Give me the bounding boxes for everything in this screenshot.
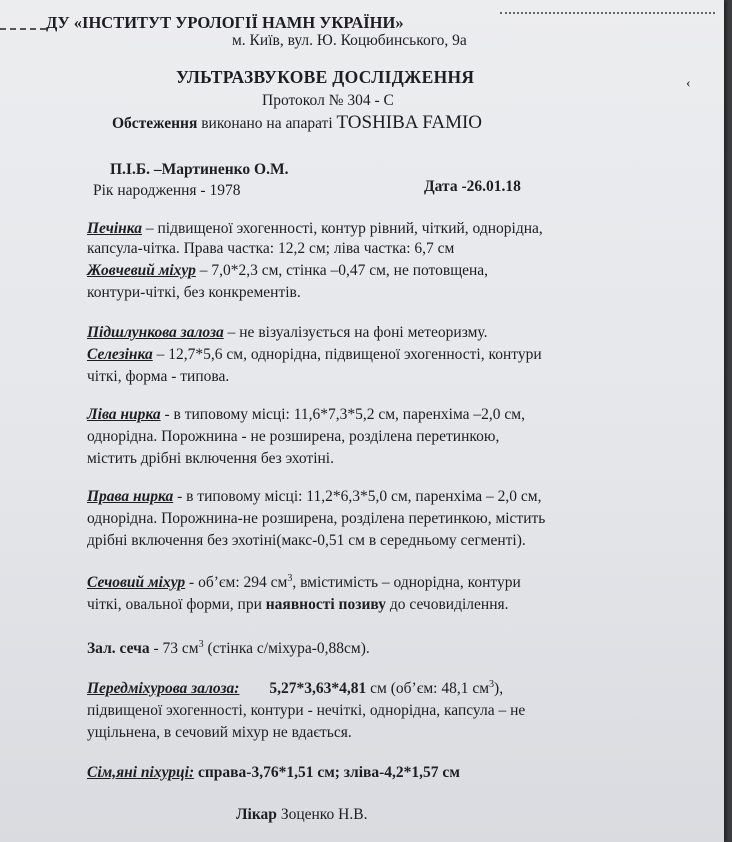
bladder-line-2 [87,596,509,614]
patient-name-line [110,161,288,179]
left-kidney-line-3: містить дрібні включення без эхотіні. [87,450,334,467]
bladder-text-2a: чіткі, овальної форми, при [87,596,266,613]
equipment-line [112,114,482,133]
liver-line-1 [87,220,543,238]
prostate-line-3: ущільнена, в сечовий міхур не вдається. [87,724,352,741]
equipment-text: виконано на апараті [197,115,337,132]
liver-label: Печінка [87,220,142,237]
decorative-dashes-right [500,12,715,14]
prostate-label: Передміхурова залоза: [87,680,240,697]
right-kidney-text-1: - в типовому місці: 11,2*6,3*5,0 см, паренхіма – 2,0 см, [173,488,542,505]
patient-name-label: П.І.Б. [110,161,154,178]
prostate-sup: 3 [489,678,495,690]
protocol-number: Протокол № 304 - С [262,92,394,109]
prostate-line-1 [87,680,503,698]
left-kidney-line-1 [87,406,525,424]
prostate-line-2: підвищеної эхогенності, контури - нечіткі, однорідна, капсула – не [87,702,526,719]
pancreas-text-1: – не візуалізується на фоні метеоризму. [223,324,488,341]
gallbladder-line-1 [87,262,488,280]
exam-date: Дата -26.01.18 [424,178,521,195]
gallbladder-text-1: – 7,0*2,3 см, стінка –0,47 см, не потовщена, [195,262,489,279]
patient-birth-year: Рік народження - 1978 [93,182,241,199]
liver-line-2: капсула-чітка. Права частка: 12,2 см; ліва частка: 6,7 см [87,240,455,257]
bladder-label: Сечовий міхур [87,574,186,591]
seminal-line [87,764,460,782]
residual-line [87,640,370,658]
residual-text: (стінка с/міхура-0,88см). [203,640,370,657]
institute-address: м. Київ, вул. Ю. Коцюбинського, 9а [232,32,467,49]
doctor-label: Лікар [236,806,277,823]
prostate-dims: 5,27*3,63*4,81 [269,680,367,697]
seminal-text: справа-3,76*1,51 см; зліва-4,2*1,57 см [194,764,460,781]
stray-mark: ‹ [686,76,691,91]
equipment-label: Обстеження [112,115,198,132]
right-kidney-line-2: однорідна. Порожнина-не розширена, розділена перетинкою, містить [87,510,546,527]
right-kidney-line-3: дрібні включення без эхотіні(макс-0,51 см в середньому сегменті). [87,532,526,549]
gallbladder-line-2: контури-чіткі, без конкрементів. [87,284,301,301]
pancreas-line-1 [87,324,488,342]
seminal-label: Сім,яні піхурці: [87,764,195,781]
bladder-volume: - об’єм: 294 см [185,574,288,591]
spleen-text-1: – 12,7*5,6 см, однорідна, підвищеної эхогенності, контури [152,346,542,363]
doctor-name: Зоценко Н.В. [276,806,368,823]
residual-sup: 3 [198,638,204,650]
residual-value: - 73 см [149,640,199,657]
residual-label: Зал. сеча [87,640,150,657]
pancreas-label: Підшлункова залоза [87,324,224,341]
spleen-label: Селезінка [87,346,153,363]
liver-text-1: – підвищеної эхогенності, контур рівний, чіткий, однорідна, [142,220,543,237]
left-kidney-line-2: однорідна. Порожнина - не розширена, розділена перетинкою, [87,428,500,445]
prostate-volume: см (об’єм: 48,1 см [366,680,490,697]
institute-name: ДУ «ІНСТИТУТ УРОЛОГІЇ НАМН УКРАЇНИ» [46,13,404,32]
bladder-text-2-bold: наявності позиву [265,596,386,613]
right-kidney-line-1 [87,488,541,506]
document-title: УЛЬТРАЗВУКОВЕ ДОСЛІДЖЕННЯ [176,67,475,87]
bladder-text-1: , вмістимість – однорідна, контури [292,574,521,591]
doctor-line [236,806,367,824]
bladder-text-2b: до сечовиділення. [385,596,509,613]
bladder-volume-sup: 3 [287,572,293,584]
right-kidney-label: Права нирка [87,488,174,505]
spleen-line-1 [87,346,542,364]
equipment-device: TOSHIBA FAMIO [336,112,483,133]
prostate-text-1: ), [494,680,504,697]
gallbladder-label: Жовчевий міхур [87,262,196,279]
spleen-line-2: чіткі, форма - типова. [87,368,230,385]
bladder-line-1 [87,574,521,592]
patient-name: –Мартиненко О.М. [153,161,289,178]
left-kidney-text-1: - в типовому місці: 11,6*7,3*5,2 см, паренхіма –2,0 см, [160,406,525,423]
decorative-dashes-left [0,28,46,30]
left-kidney-label: Ліва нирка [87,406,161,423]
